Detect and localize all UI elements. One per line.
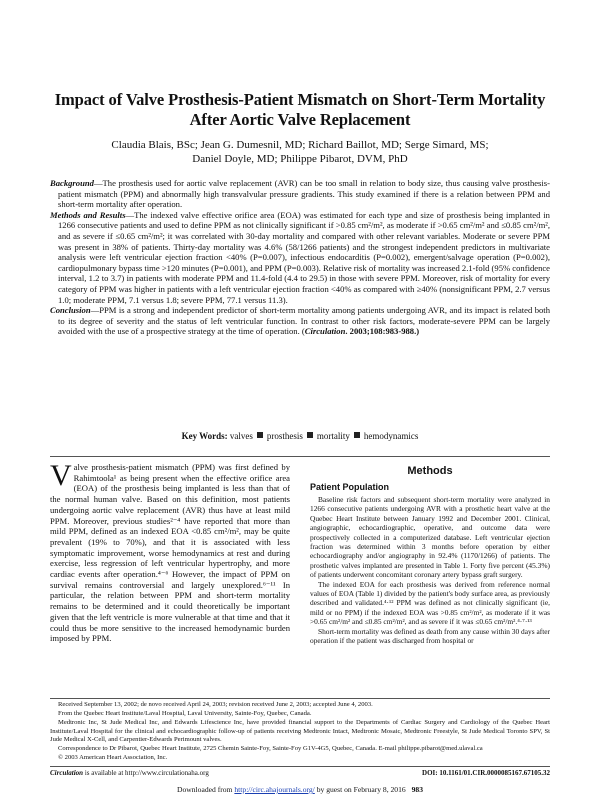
doi: DOI: 10.1161/01.CIR.0000085167.67105.32 bbox=[422, 769, 550, 777]
intro-column bbox=[50, 459, 290, 644]
journal-name: Circulation bbox=[50, 769, 84, 777]
abstract bbox=[50, 178, 550, 337]
keywords-label: Key Words: bbox=[181, 431, 228, 441]
abstract-conclusion bbox=[50, 305, 550, 337]
author-line-1: Claudia Blais, BSc; Jean G. Dumesnil, MD; Richard Baillot, MD; Serge Simard, MS; bbox=[111, 139, 489, 151]
intro-text: alve prosthesis-patient mismatch (PPM) was first defined by Rahimtoola¹ as being present when the effective orifice area (EOA) of the prosthesis being implanted is less than that of the normal human valve. Based on this definition, most patients undergoing aortic valve replacement (AVR) thus have at least mild PPM. Moreover, previous studies²⁻⁴ have reported that more than mild PPM, defined as an indexed EOA <0.85 cm²/m², may be quite prevalent (19% to 70%), and that it is associated with less symptomatic improvement, worse hemodynamics at rest and during exercise, less regression of left ventricular hypertrophy, and more cardiac events after operation.⁴⁻⁶ However, the impact of PPM on survival remains controversial and largely unexplored.⁶⁻¹¹ In particular, the relation between PPM and short-term mortality remains to be determined and it could theoretically be important given that the left ventricle is more vulnerable at that time and that it could thus be more sensitive to the increased hemodynamic burden imposed by PPM. bbox=[50, 462, 290, 644]
citation-journal: Circulation bbox=[304, 326, 346, 337]
download-prefix: Downloaded from bbox=[177, 785, 235, 794]
conclusion-text: —PPM is a strong and independent predictor of short-term mortality among patients undergoing AVR, and its impact is related both to its degree of severity and the status of left ventricular function. In contrast to other risk factors, moderate-severe PPM can be largely avoided with the use of a prospective strategy at the time of operation. ( bbox=[58, 305, 550, 337]
article-title: Impact of Valve Prosthesis-Patient Mismatch on Short-Term Mortality After Aortic Valve Replacement bbox=[54, 90, 546, 129]
footnote-correspondence: Correspondence to Dr Pibarot, Quebec Heart Institute, 2725 Chemin Sainte-Foy, Sainte-Foy G1V-4G5, Quebec, Canada. E-mail philippe.pibarot@med.ulaval.ca bbox=[58, 745, 483, 753]
footnote-support: Medtronic Inc, St Jude Medical Inc, and Edwards Lifescience Inc, have provided financial support to the Departments of Cardiac Surgery and Cardiology of the Quebec Heart Institute/Laval Hospital for the clinical and echocardiographic follow-up of patients receiving Medtronic Intact, Medtronic Mosaic, Medtronic Freestyle, St Jude Medical Toronto SPV, St Jude Medical X-Cell, and Carpentier-Edwards Perimount valves. bbox=[50, 719, 550, 743]
footnote-affiliation: From the Quebec Heart Institute/Laval Hospital, Laval University, Sainte-Foy, Quebec, Canada. bbox=[58, 710, 312, 718]
methods-column bbox=[310, 462, 550, 646]
journal-url: is available at http://www.circulationaha.org bbox=[83, 769, 209, 777]
page-number: 983 bbox=[411, 785, 423, 794]
citation-ref: . 2003;108:983-988.) bbox=[345, 326, 420, 337]
subsection-heading: Patient Population bbox=[310, 482, 390, 492]
keyword-item: prosthesis bbox=[266, 431, 303, 441]
methods-text: —The indexed valve effective orifice area (EOA) was estimated for each type and size of prosthesis being implanted in 1266 consecutive patients and used to define PPM as not clinically significant if >0.85 cm²/m², as moderate if >0.65 cm²/m² and ≤0.85 cm²/m², and as severe if ≤0.65 cm²/m²; it was correlated with 30-day mortality and compared with other relevant variables. Moderate or severe PPM was present in 38% of patients. Thirty-day mortality was 4.6% (58/1266 patients) and the strongest independent predictors in multivariate analysis were left ventricular ejection fraction <40% (P=0.007), infectious endocarditis (P=0.002), emergent/salvage operation (P=0.002), cardiopulmonary bypass time >120 minutes (P=0.001), and PPM (P=0.003). Relative risk of mortality was increased 2.1-fold (95% confidence interval, 1.2 to 3.7) in patients with moderate PPM and 11.4-fold (4.4 to 29.5) in those with severe PPM. Moreover, risk of mortality for every category of PPM was higher in patients with a left ventricular ejection fraction <40% as compared with ≥40% (nonsignificant PPM, 2.7 versus 1.0; moderate PPM, 7.1 versus 1.8; severe PPM, 77.1 versus 11.3). bbox=[58, 209, 550, 305]
download-suffix: by guest on February 8, 2016 bbox=[314, 785, 406, 794]
keywords bbox=[50, 430, 550, 442]
background-text: —The prosthesis used for aortic valve replacement (AVR) can be too small in relation to body size, thus causing valve prosthesis-patient mismatch (PPM) and abnormally high transvalvular pressure gradients. This study examined if there is a relation between PPM and short-term mortality after operation. bbox=[58, 178, 550, 210]
conclusion-label: Conclusion bbox=[50, 305, 91, 316]
keyword-separator bbox=[307, 432, 313, 438]
author-list bbox=[60, 138, 540, 166]
footnotes bbox=[50, 701, 550, 763]
methods-label: Methods and Results bbox=[50, 209, 126, 220]
download-notice bbox=[50, 785, 550, 795]
download-link[interactable]: http://circ.ahajournals.org/ bbox=[234, 785, 315, 794]
keyword-separator bbox=[257, 432, 263, 438]
methods-paragraph: Baseline risk factors and subsequent short-term mortality were analyzed in 1266 consecutive patients undergoing AVR with a prosthetic heart valve at the Quebec Heart Institute between January 1992 and December 2001. Clinical, angiographic, echocardiographic, operative, and outcome data were prospectively collected in a computerized database. Left ventricular ejection fraction was determined within 3 months before operation by either echocardiography and/or angiography in 92.4% (1170/1266) of patients. The prosthetic valves implanted are presented in Table 1. Forty five percent (45.3%) of patients underwent concomitant coronary artery bypass graft surgery. bbox=[310, 495, 550, 580]
author-line-2: Daniel Doyle, MD; Philippe Pibarot, DVM, PhD bbox=[192, 153, 408, 165]
divider bbox=[50, 766, 550, 767]
section-heading-methods: Methods bbox=[407, 465, 453, 477]
abstract-methods bbox=[50, 210, 550, 305]
methods-paragraph: Short-term mortality was defined as death from any cause within 30 days after operation if the patient was discharged from hospital or bbox=[310, 626, 550, 646]
abstract-background bbox=[50, 178, 550, 210]
keyword-item: mortality bbox=[316, 431, 350, 441]
drop-cap: V bbox=[50, 459, 72, 492]
methods-paragraph: The indexed EOA for each prosthesis was derived from reference normal values of EOA (Table 1) divided by the patient's body surface area, as previously described and validated.⁴·¹² PPM was defined as not clinically significant (ie, mild or no PPM) if the indexed EOA was >0.85 cm²/m², as moderate if it was >0.65 cm²/m² and ≤0.85 cm²/m², and as severe if it was ≤0.65 cm²/m².⁴·⁷·¹³ bbox=[310, 579, 550, 627]
divider bbox=[50, 698, 550, 699]
background-label: Background bbox=[50, 178, 94, 188]
keyword-item: hemodynamics bbox=[363, 431, 419, 441]
divider bbox=[50, 456, 550, 457]
keyword-item: valves bbox=[229, 431, 253, 441]
keyword-separator bbox=[354, 432, 360, 438]
journal-availability bbox=[50, 769, 209, 778]
footnote-received: Received September 13, 2002; de novo received April 24, 2003; revision received June 2, 2003; accepted June 4, 2003. bbox=[58, 701, 373, 708]
footnote-copyright: © 2003 American Heart Association, Inc. bbox=[58, 754, 168, 762]
